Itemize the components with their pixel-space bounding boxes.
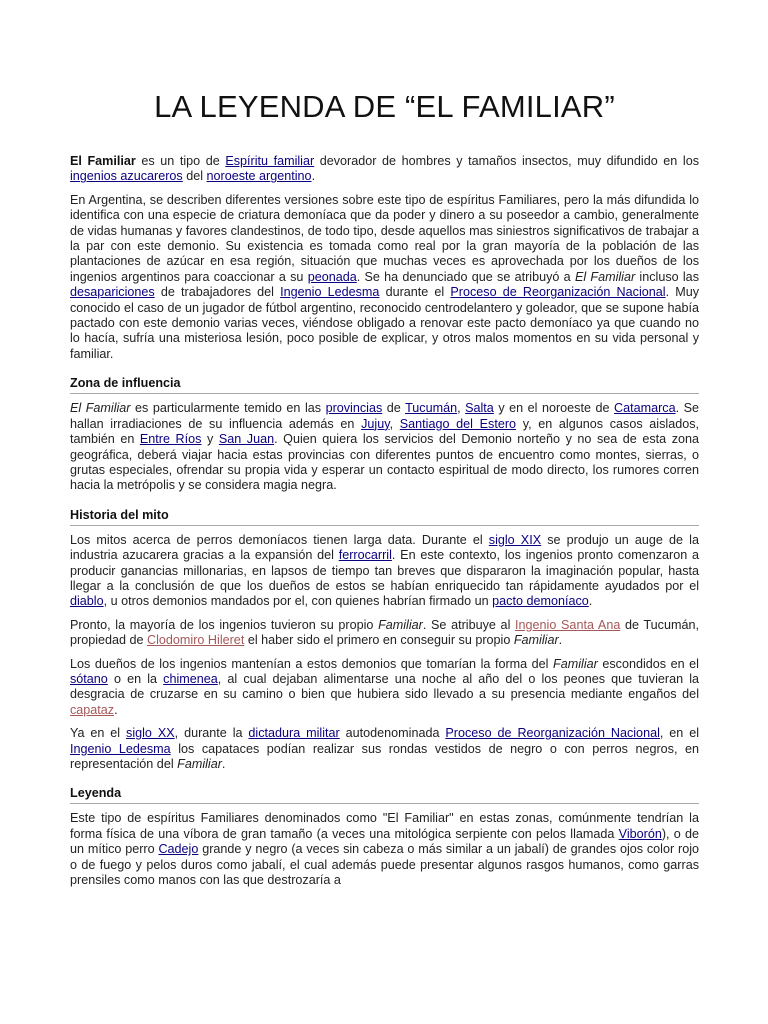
text: . Se atribuye al (422, 617, 516, 632)
link-clodomiro-hileret[interactable]: Clodomiro Hileret (147, 633, 245, 648)
paragraph-historia-4 (70, 726, 699, 772)
link-viboron[interactable]: Viborón (618, 826, 662, 841)
text: Los dueños de los ingenios mantenían a estos demonios que tomarían la forma del (70, 656, 554, 671)
link-proceso-reorganizacion[interactable]: Proceso de Reorganización Nacional (445, 726, 660, 741)
link-desapariciones[interactable]: desapariciones (70, 285, 155, 300)
text: grande y negro (a veces sin cabeza o más similar a un jabalí) de grandes ojos color rojo o de fuego y pelos duros como jabalí, el cual además puede presentar algunos rasgos humanos, como garras prensiles como manos con las que destrozaría a (70, 842, 699, 888)
link-ingenio-santa-ana[interactable]: Ingenio Santa Ana (515, 617, 621, 632)
article-body (70, 154, 699, 888)
term-familiar: Familiar (177, 757, 222, 771)
paragraph-historia-2 (70, 618, 699, 649)
text: Los mitos acerca de perros demoníacos tienen larga data. Durante el (70, 532, 489, 547)
text: En Argentina, se describen diferentes versiones sobre este tipo de espíritus Familiares, pero la más difundida lo identifica con una especie de criatura demoníaca que da poder y dinero a su poseedor a cambio, generalmente de vidas humanas y favores clandestinos, de todo tipo, desde aquellos mas siniestros significativos de trabajar a la par con este demonio. Su existencia es tomada como real por la gran mayoría de la población de las plantaciones de azúcar en esa región, situación que muchas veces es aprovechada por los dueños de los ingenios argentinos para coaccionar a su (70, 192, 699, 284)
link-sotano[interactable]: sótano (70, 671, 108, 686)
text: de (382, 401, 406, 416)
link-capataz[interactable]: capataz (70, 702, 115, 717)
text: incluso las (635, 269, 699, 284)
link-ingenio-ledesma[interactable]: Ingenio Ledesma (280, 285, 380, 300)
text: , en el (659, 726, 700, 741)
text: es particularmente temido en las (130, 401, 326, 416)
term-familiar: Familiar (513, 633, 559, 648)
link-pacto-demoniaco[interactable]: pacto demoníaco (492, 594, 589, 609)
paragraph-intro (70, 154, 699, 185)
term-familiar: Familiar (553, 656, 598, 671)
link-tucuman[interactable]: Tucumán (405, 401, 458, 416)
text: , (389, 416, 400, 431)
term-el-familiar: El Familiar (70, 154, 136, 168)
paragraph-historia-1 (70, 533, 699, 610)
term-el-familiar: El Familiar (70, 401, 131, 416)
link-jujuy[interactable]: Jujuy (361, 416, 390, 431)
link-dictadura-militar[interactable]: dictadura militar (248, 726, 340, 741)
term-el-familiar: El Familiar (574, 269, 636, 284)
section-heading-historia: Historia del mito (70, 508, 699, 526)
text: . Quien quiera los servicios del Demonio norteño y no sea de esta zona geográfica, deberá viajar hacia estas provincias con diferentes puntos de encuentro como montes, sierras, o grutas especiales, ofrendar su propia vida y esperar un contacto espiritual de modo directo, los rumores corren hacia la metrópolis y se considera magia negra. (70, 432, 700, 493)
link-espiritu-familiar[interactable]: Espíritu familiar (225, 154, 315, 168)
link-provincias[interactable]: provincias (325, 401, 383, 416)
text: ), o de un mítico perro (70, 826, 699, 857)
text: del (182, 169, 207, 184)
link-san-juan[interactable]: San Juan (218, 432, 275, 447)
text: . Se ha denunciado que se atribuyó a (356, 269, 575, 284)
text: . (221, 757, 226, 771)
text: de trabajadores del (154, 285, 281, 300)
text: durante el (379, 285, 451, 300)
text: es un tipo de (135, 154, 226, 168)
link-proceso-reorganizacion[interactable]: Proceso de Reorganización Nacional (450, 285, 666, 300)
paragraph-zona (70, 401, 699, 493)
text: y en el noroeste de (493, 401, 615, 416)
text: y, en algunos casos aislados, también en (70, 416, 700, 447)
text: . Muy conocido el caso de un jugador de fútbol argentino, reconocido centrodelantero y goleador, que se supone había pactado con este demonio varias veces, viéndose obligado a renovar este pacto demoníaco ya que cuando no lo hacía, sufría una misteriosa lesión, poco posible de explicar, y otros malos momentos en su vida personal y familiar. (70, 285, 700, 361)
link-ingenios-azucareros[interactable]: ingenios azucareros (70, 169, 183, 184)
text: . En este contexto, los ingenios pronto comenzaron a producir ganancias millonarias, en lapsos de tiempo tan breves que dispararon la imaginación popular, hasta llegar a la conclusión de que los dueños de estos se habían enriquecido tan rápidamente ayudados por el (70, 548, 699, 593)
document-page (70, 0, 699, 896)
text: el haber sido el primero en conseguir su propio (244, 633, 514, 648)
page-title: LA LEYENDA DE “EL FAMILIAR” (154, 89, 615, 124)
text: escondidos en el (597, 656, 699, 671)
text: . (588, 594, 593, 609)
text: se produjo un auge de la industria azucarera gracias a la expansión del (70, 532, 699, 563)
text: , u otros demonios mandados por el, con quienes habrían firmado un (103, 594, 493, 609)
link-chimenea[interactable]: chimenea (163, 671, 218, 686)
text: devorador de hombres y tamaños insectos, muy difundido en los (314, 154, 699, 168)
text: Pronto, la mayoría de los ingenios tuvieron su propio (70, 617, 379, 632)
link-catamarca[interactable]: Catamarca (614, 401, 676, 416)
link-santiago-del-estero[interactable]: Santiago del Estero (399, 416, 517, 431)
text: , al cual dejaban alimentarse una noche al año del o los peones que tuvieran la desgracia de cruzarse en su camino o bien que hubiera sido llevado a su presencia mediante engaños del (70, 671, 700, 702)
link-ferrocarril[interactable]: ferrocarril (338, 548, 392, 563)
text: . Se hallan irradiaciones de su influencia además en (70, 401, 700, 431)
text: , durante la (174, 726, 249, 741)
paragraph-historia-3 (70, 657, 699, 719)
text: o en la (107, 671, 164, 686)
paragraph-argentina (70, 193, 699, 362)
text: los capataces podían realizar sus rondas vestidos de negro o con perros negros, en representación del (70, 741, 700, 771)
text: Este tipo de espíritus Familiares denominados como "El Familiar" en estas zonas, comúnmente tendrían la forma física de una víbora de gran tamaño (a veces una mitológica serpiente con pelos llamada (70, 811, 699, 841)
link-siglo-xx[interactable]: siglo XX (126, 726, 175, 741)
text: . (311, 169, 316, 184)
link-ingenio-ledesma[interactable]: Ingenio Ledesma (70, 741, 171, 756)
link-peonada[interactable]: peonada (307, 269, 357, 284)
link-siglo-xix[interactable]: siglo XIX (488, 532, 542, 547)
text: , (457, 401, 466, 416)
section-heading-leyenda: Leyenda (70, 786, 699, 804)
text: . (114, 702, 118, 717)
link-salta[interactable]: Salta (465, 401, 494, 416)
link-cadejo[interactable]: Cadejo (158, 842, 199, 857)
text: y (201, 432, 219, 447)
text: . (558, 633, 563, 648)
link-entre-rios[interactable]: Entre Ríos (139, 432, 202, 447)
text: de Tucumán, propiedad de (70, 617, 699, 648)
text: autodenominada (339, 726, 446, 741)
link-noroeste-argentino[interactable]: noroeste argentino (206, 169, 312, 184)
paragraph-leyenda (70, 811, 699, 888)
section-heading-zona: Zona de influencia (70, 376, 699, 394)
link-diablo[interactable]: diablo (70, 594, 104, 609)
term-familiar: Familiar (378, 617, 423, 632)
text: Ya en el (70, 726, 127, 741)
